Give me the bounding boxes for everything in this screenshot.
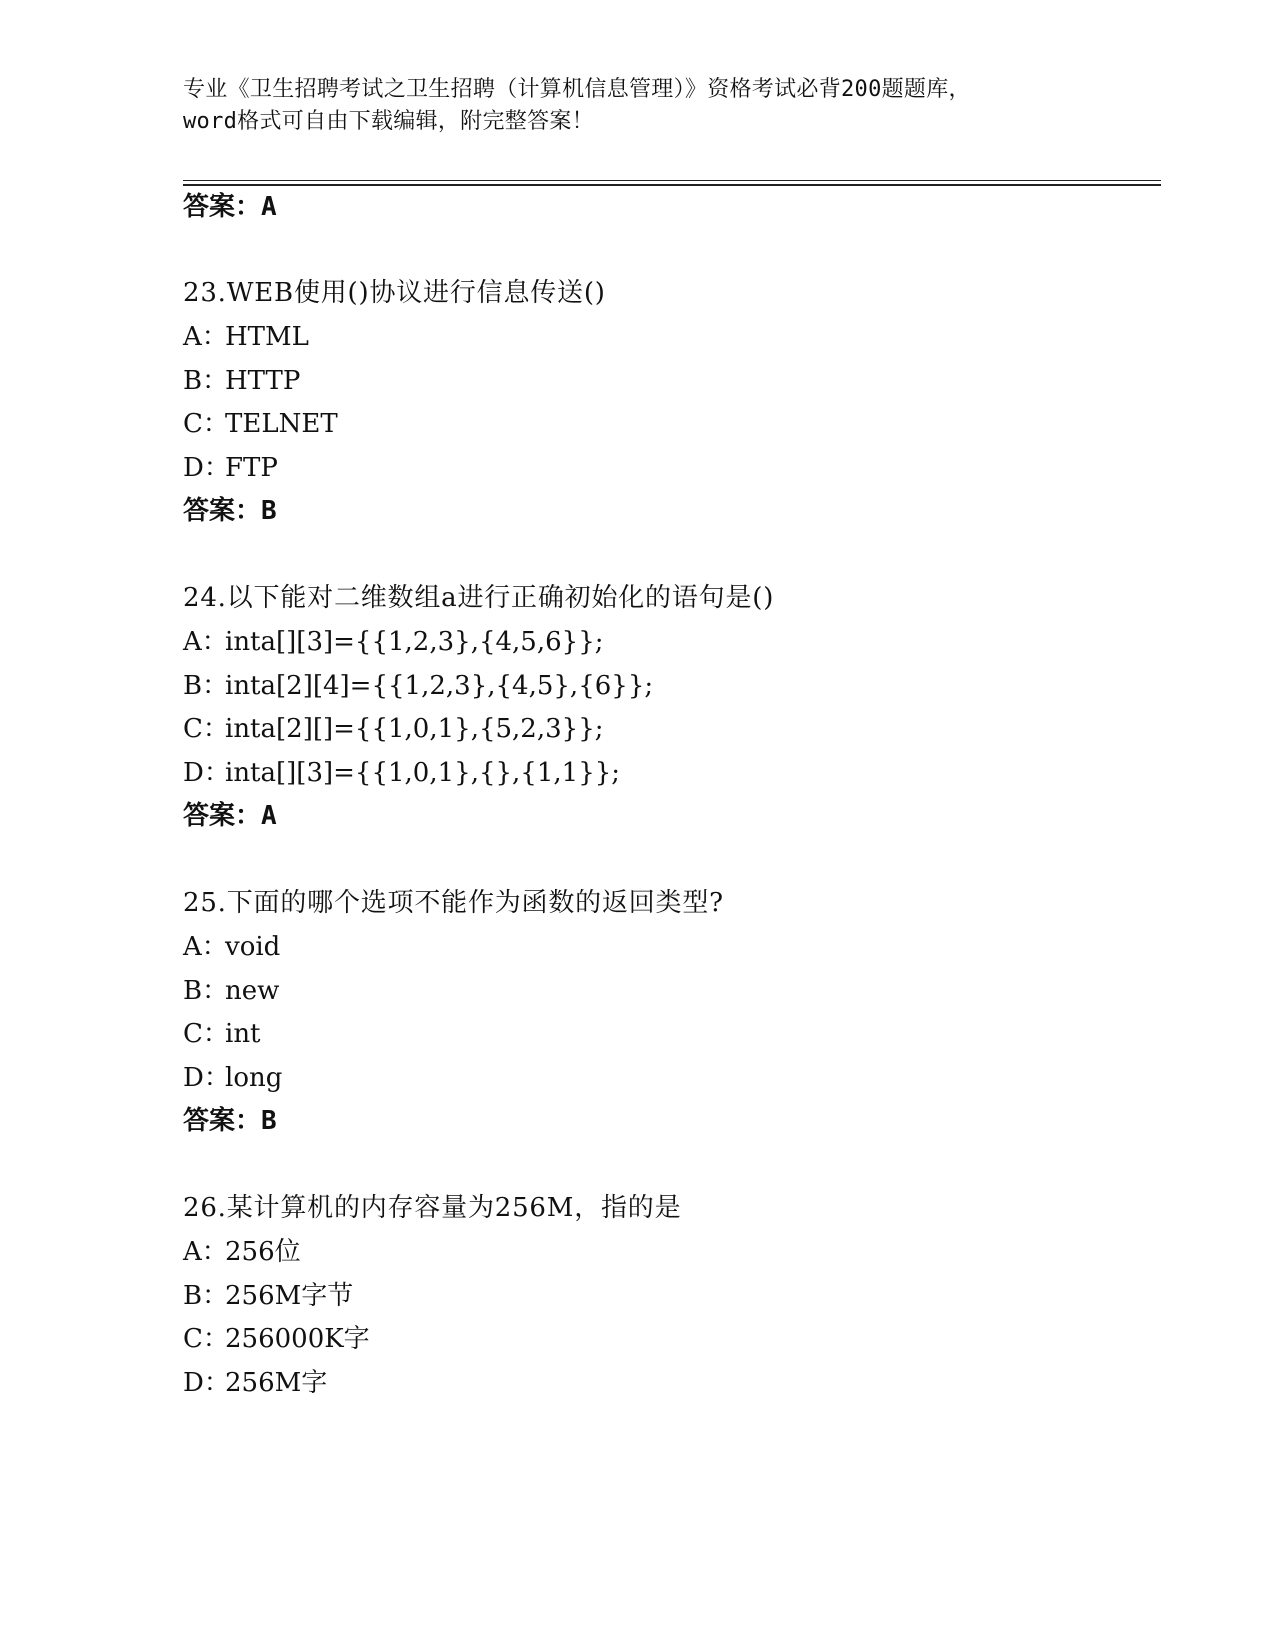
option-label: B： bbox=[183, 1281, 229, 1311]
option-label: C： bbox=[183, 409, 229, 439]
option-a bbox=[183, 625, 604, 659]
option-label: D： bbox=[183, 758, 230, 788]
option-text: FTP bbox=[225, 453, 278, 483]
option-label: A： bbox=[183, 322, 228, 352]
question-stem: 24.以下能对二维数组a进行正确初始化的语句是() bbox=[183, 583, 775, 613]
option-d bbox=[183, 1366, 327, 1400]
option-label: B： bbox=[183, 671, 229, 701]
option-label: D： bbox=[183, 453, 230, 483]
option-text: void bbox=[225, 932, 281, 962]
question-stem: 23.WEB使用()协议进行信息传送() bbox=[183, 278, 606, 308]
answer-line: 答案：B bbox=[183, 496, 277, 526]
header-divider-thin bbox=[183, 180, 1161, 181]
option-c bbox=[183, 407, 338, 441]
answer-line: 答案：A bbox=[183, 801, 277, 831]
option-label: D： bbox=[183, 1368, 230, 1398]
document-header bbox=[183, 74, 1103, 138]
option-label: C： bbox=[183, 1324, 229, 1354]
option-text: TELNET bbox=[225, 409, 338, 439]
option-d bbox=[183, 451, 278, 485]
option-c bbox=[183, 1017, 261, 1051]
option-text: 256M字 bbox=[225, 1368, 328, 1398]
option-text: long bbox=[225, 1063, 283, 1093]
option-text: HTTP bbox=[225, 366, 301, 396]
question-stem: 25.下面的哪个选项不能作为函数的返回类型? bbox=[183, 888, 724, 918]
option-text: 256位 bbox=[225, 1237, 301, 1267]
answer-line: 答案：B bbox=[183, 1106, 277, 1136]
option-text: 256M字节 bbox=[225, 1281, 354, 1311]
question-stem: 26.某计算机的内存容量为256M，指的是 bbox=[183, 1193, 682, 1223]
option-label: B： bbox=[183, 976, 229, 1006]
option-text: inta[2][4]={{1,2,3},{4,5},{6}}; bbox=[225, 671, 654, 701]
option-label: B： bbox=[183, 366, 229, 396]
option-label: A： bbox=[183, 932, 228, 962]
option-text: inta[][3]={{1,0,1},{},{1,1}}; bbox=[225, 758, 621, 788]
option-label: A： bbox=[183, 1237, 228, 1267]
option-b bbox=[183, 364, 300, 398]
option-d bbox=[183, 756, 620, 790]
option-text: new bbox=[225, 976, 280, 1006]
option-label: A： bbox=[183, 627, 228, 657]
option-text: inta[][3]={{1,2,3},{4,5,6}}; bbox=[225, 627, 604, 657]
option-label: D： bbox=[183, 1063, 230, 1093]
header-line-1: 专业《卫生招聘考试之卫生招聘（计算机信息管理）》资格考试必背200题题库， bbox=[183, 77, 971, 102]
header-divider-thick bbox=[183, 184, 1161, 186]
option-label: C： bbox=[183, 714, 229, 744]
option-text: 256000K字 bbox=[225, 1324, 370, 1354]
answer-line: 答案：A bbox=[183, 192, 277, 222]
option-a bbox=[183, 1235, 301, 1269]
option-d bbox=[183, 1061, 282, 1095]
option-text: int bbox=[225, 1019, 261, 1049]
option-b bbox=[183, 669, 653, 703]
header-line-2: word格式可自由下载编辑，附完整答案！ bbox=[183, 109, 594, 134]
option-text: inta[2][]={{1,0,1},{5,2,3}}; bbox=[225, 714, 604, 744]
option-c bbox=[183, 1322, 370, 1356]
option-text: HTML bbox=[225, 322, 309, 352]
option-a bbox=[183, 320, 309, 354]
option-b bbox=[183, 1279, 353, 1313]
option-b bbox=[183, 974, 279, 1008]
option-label: C： bbox=[183, 1019, 229, 1049]
option-a bbox=[183, 930, 280, 964]
option-c bbox=[183, 712, 604, 746]
